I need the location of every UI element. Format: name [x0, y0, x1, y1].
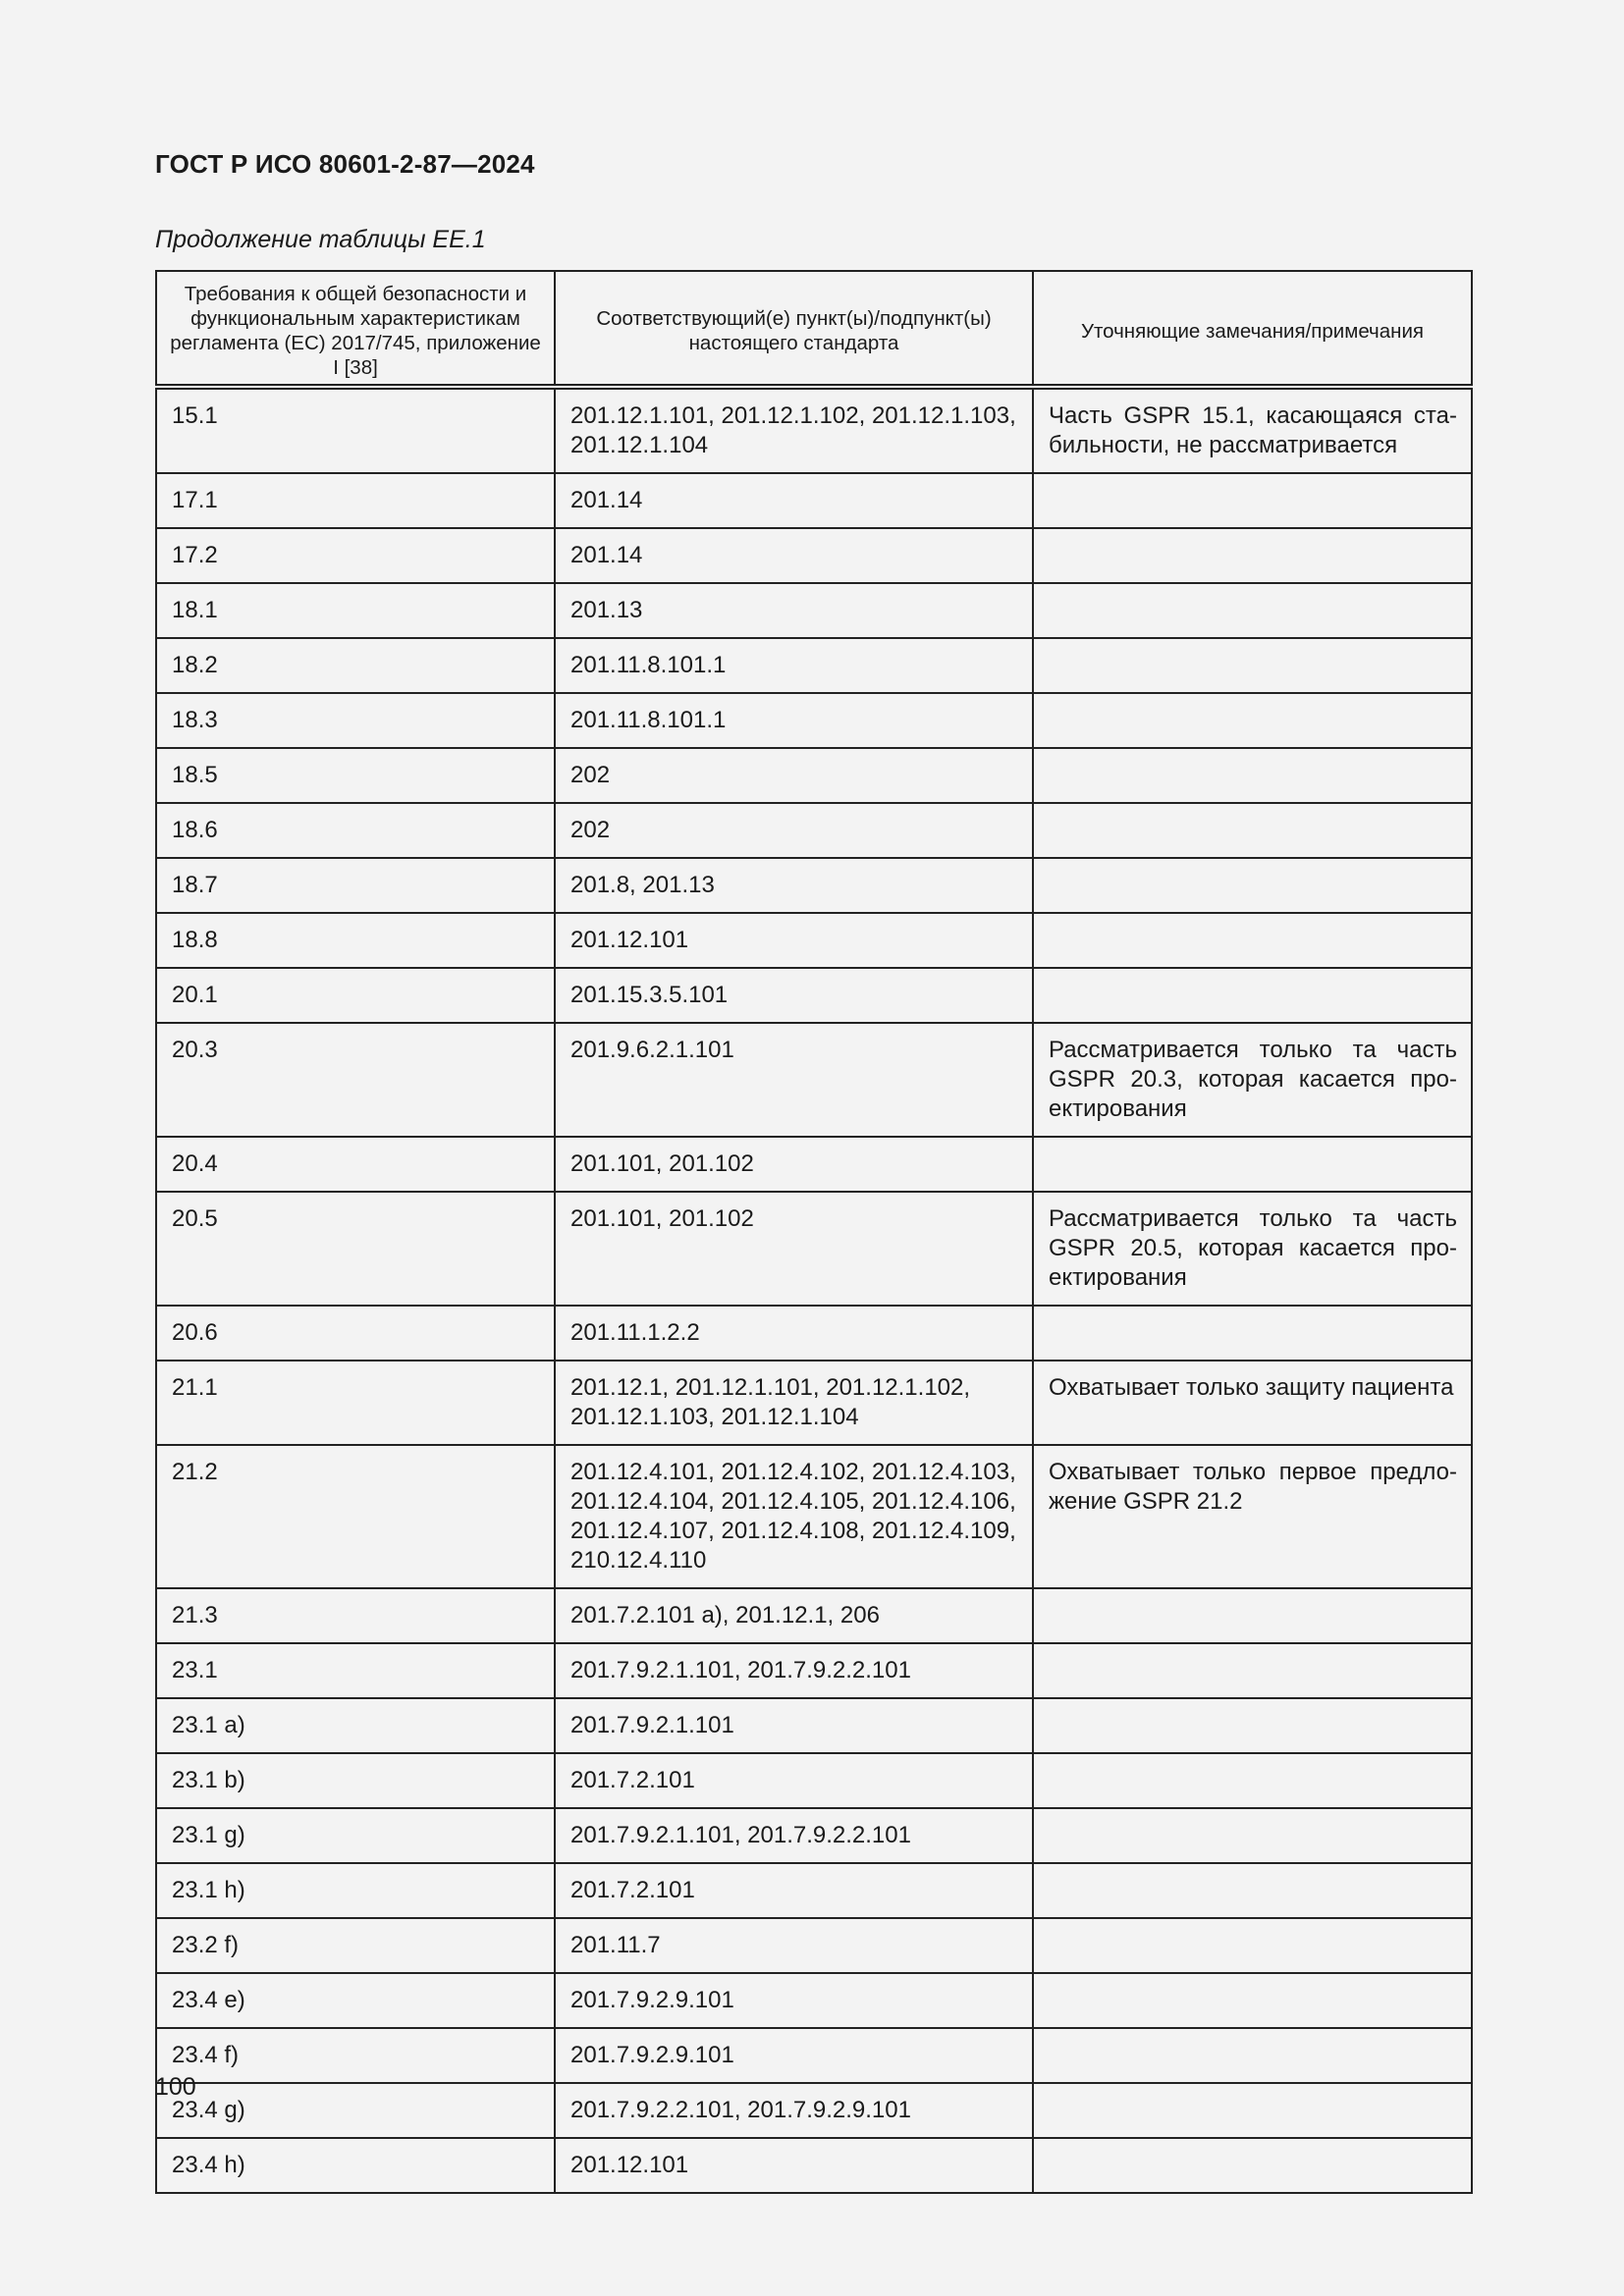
- remark-cell: Часть GSPR 15.1, касающаяся стабильности, не рассматривается: [1033, 387, 1472, 473]
- table-row: [156, 528, 1472, 583]
- table-row: [156, 583, 1472, 638]
- table-body: [156, 387, 1472, 2193]
- table-row: [156, 748, 1472, 803]
- requirement-cell: 23.1 a): [156, 1698, 555, 1753]
- requirement-cell: 18.7: [156, 858, 555, 913]
- table-caption: Продолжение таблицы ЕЕ.1: [155, 226, 486, 253]
- requirement-cell: 21.3: [156, 1588, 555, 1643]
- table-row: [156, 2028, 1472, 2083]
- requirement-cell: 18.2: [156, 638, 555, 693]
- table-row: [156, 1445, 1472, 1588]
- clauses-cell: 201.12.101: [555, 913, 1033, 968]
- requirement-cell: 23.2 f): [156, 1918, 555, 1973]
- clauses-cell: 201.15.3.5.101: [555, 968, 1033, 1023]
- table-row: [156, 1588, 1472, 1643]
- clauses-cell: 201.7.9.2.1.101: [555, 1698, 1033, 1753]
- clauses-cell: 201.11.8.101.1: [555, 638, 1033, 693]
- requirement-cell: 23.4 f): [156, 2028, 555, 2083]
- clauses-cell: 201.13: [555, 583, 1033, 638]
- remark-cell: [1033, 1588, 1472, 1643]
- table-row: [156, 1137, 1472, 1192]
- table-row: [156, 1643, 1472, 1698]
- requirement-cell: 23.1 h): [156, 1863, 555, 1918]
- clauses-cell: 201.7.9.2.9.101: [555, 1973, 1033, 2028]
- remark-cell: [1033, 1808, 1472, 1863]
- requirement-cell: 17.1: [156, 473, 555, 528]
- table-row: [156, 1753, 1472, 1808]
- table-row: [156, 1808, 1472, 1863]
- requirement-cell: 20.6: [156, 1306, 555, 1361]
- clauses-cell: 201.12.1, 201.12.1.101, 201.12.1.102, 201.12.1.103, 201.12.1.104: [555, 1361, 1033, 1445]
- clauses-cell: 202: [555, 803, 1033, 858]
- requirement-cell: 15.1: [156, 387, 555, 473]
- table-row: [156, 1023, 1472, 1137]
- requirement-cell: 18.1: [156, 583, 555, 638]
- requirement-cell: 20.3: [156, 1023, 555, 1137]
- remark-cell: [1033, 913, 1472, 968]
- remark-cell: [1033, 1753, 1472, 1808]
- clauses-cell: 201.11.1.2.2: [555, 1306, 1033, 1361]
- clauses-cell: 201.7.9.2.2.101, 201.7.9.2.9.101: [555, 2083, 1033, 2138]
- clauses-cell: 201.11.8.101.1: [555, 693, 1033, 748]
- clauses-cell: 201.8, 201.13: [555, 858, 1033, 913]
- remark-cell: Охватывает только первое предложение GSPR 21.2: [1033, 1445, 1472, 1588]
- requirement-cell: 18.8: [156, 913, 555, 968]
- requirement-cell: 21.2: [156, 1445, 555, 1588]
- table-row: [156, 1918, 1472, 1973]
- requirement-cell: 23.1 b): [156, 1753, 555, 1808]
- clauses-cell: 201.11.7: [555, 1918, 1033, 1973]
- table-row: [156, 2083, 1472, 2138]
- remark-cell: [1033, 2138, 1472, 2193]
- requirement-cell: 17.2: [156, 528, 555, 583]
- requirement-cell: 18.3: [156, 693, 555, 748]
- remark-cell: Охватывает только защиту пациента: [1033, 1361, 1472, 1445]
- remark-cell: [1033, 2083, 1472, 2138]
- remark-cell: [1033, 473, 1472, 528]
- table-header: [156, 271, 1472, 387]
- remark-cell: [1033, 2028, 1472, 2083]
- table-row: [156, 913, 1472, 968]
- requirement-cell: 23.4 e): [156, 1973, 555, 2028]
- table-row: [156, 473, 1472, 528]
- table-row: [156, 2138, 1472, 2193]
- clauses-cell: 201.7.9.2.1.101, 201.7.9.2.2.101: [555, 1643, 1033, 1698]
- remark-cell: [1033, 858, 1472, 913]
- clauses-cell: 201.7.9.2.9.101: [555, 2028, 1033, 2083]
- table-row: [156, 1192, 1472, 1306]
- document-header: ГОСТ Р ИСО 80601-2-87—2024: [155, 149, 535, 179]
- requirement-cell: 18.5: [156, 748, 555, 803]
- clauses-cell: 201.14: [555, 528, 1033, 583]
- clauses-cell: 202: [555, 748, 1033, 803]
- clauses-cell: 201.12.101: [555, 2138, 1033, 2193]
- column-header-clauses: Соответствующий(е) пункт(ы)/подпункт(ы) настоящего стандарта: [555, 271, 1033, 387]
- clauses-cell: 201.12.4.101, 201.12.4.102, 201.12.4.103, 201.12.4.104, 201.12.4.105, 201.12.4.106, 201.12.4.107, 201.12.4.108, 201.12.4.109, 210.12.4.110: [555, 1445, 1033, 1588]
- table-row: [156, 1863, 1472, 1918]
- clauses-cell: 201.7.2.101 a), 201.12.1, 206: [555, 1588, 1033, 1643]
- table-row: [156, 1361, 1472, 1445]
- remark-cell: Рассматривается только та часть GSPR 20.5, которая касается проектирования: [1033, 1192, 1472, 1306]
- requirement-cell: 23.1: [156, 1643, 555, 1698]
- remark-cell: [1033, 1698, 1472, 1753]
- clauses-cell: 201.7.9.2.1.101, 201.7.9.2.2.101: [555, 1808, 1033, 1863]
- clauses-cell: 201.7.2.101: [555, 1753, 1033, 1808]
- remark-cell: [1033, 1973, 1472, 2028]
- table-row: [156, 387, 1472, 473]
- requirement-cell: 23.4 h): [156, 2138, 555, 2193]
- clauses-cell: 201.101, 201.102: [555, 1192, 1033, 1306]
- remark-cell: [1033, 1918, 1472, 1973]
- table-header-row: [156, 271, 1472, 387]
- remark-cell: [1033, 583, 1472, 638]
- column-header-requirements: Требования к общей безопасности и функциональным характеристикам регламента (ЕС) 2017/745, приложение I [38]: [156, 271, 555, 387]
- remark-cell: [1033, 1643, 1472, 1698]
- requirement-cell: 21.1: [156, 1361, 555, 1445]
- clauses-cell: 201.14: [555, 473, 1033, 528]
- column-header-remarks: Уточняющие замечания/примечания: [1033, 271, 1472, 387]
- table-row: [156, 858, 1472, 913]
- clauses-cell: 201.7.2.101: [555, 1863, 1033, 1918]
- requirement-cell: 18.6: [156, 803, 555, 858]
- clauses-cell: 201.12.1.101, 201.12.1.102, 201.12.1.103, 201.12.1.104: [555, 387, 1033, 473]
- table-row: [156, 968, 1472, 1023]
- remark-cell: Рассматривается только та часть GSPR 20.3, которая касается проектирования: [1033, 1023, 1472, 1137]
- table-row: [156, 693, 1472, 748]
- table-row: [156, 803, 1472, 858]
- clauses-cell: 201.101, 201.102: [555, 1137, 1033, 1192]
- table-row: [156, 638, 1472, 693]
- remark-cell: [1033, 1137, 1472, 1192]
- remark-cell: [1033, 528, 1472, 583]
- requirement-cell: 20.5: [156, 1192, 555, 1306]
- remark-cell: [1033, 968, 1472, 1023]
- remark-cell: [1033, 748, 1472, 803]
- remark-cell: [1033, 803, 1472, 858]
- page-number: 100: [155, 2073, 196, 2101]
- correspondence-table: [155, 270, 1473, 2194]
- remark-cell: [1033, 638, 1472, 693]
- table-row: [156, 1698, 1472, 1753]
- requirement-cell: 20.4: [156, 1137, 555, 1192]
- remark-cell: [1033, 1863, 1472, 1918]
- requirement-cell: 20.1: [156, 968, 555, 1023]
- requirement-cell: 23.1 g): [156, 1808, 555, 1863]
- clauses-cell: 201.9.6.2.1.101: [555, 1023, 1033, 1137]
- remark-cell: [1033, 1306, 1472, 1361]
- table-row: [156, 1973, 1472, 2028]
- requirement-cell: 23.4 g): [156, 2083, 555, 2138]
- table-row: [156, 1306, 1472, 1361]
- remark-cell: [1033, 693, 1472, 748]
